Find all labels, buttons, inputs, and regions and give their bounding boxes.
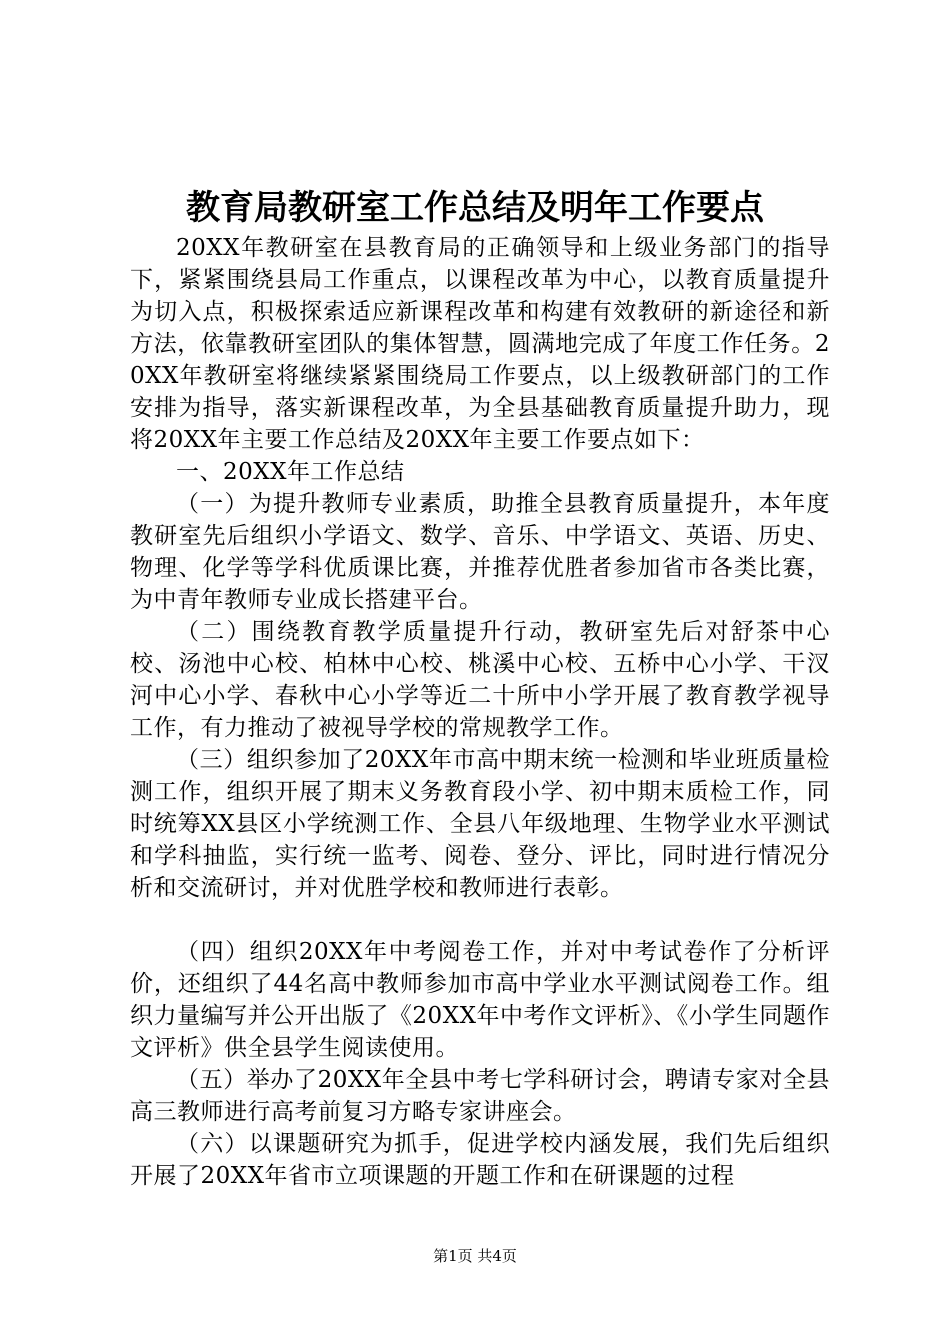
page-number-footer: 第1页 共4页 bbox=[433, 1247, 517, 1265]
section-heading: 一、20XX年工作总结 bbox=[176, 459, 405, 485]
document-body bbox=[130, 232, 830, 1192]
paragraph-item-1: （一）为提升教师专业素质，助推全县教育质量提升，本年度教研室先后组织小学语文、数学、音乐、中学语文、英语、历史、物理、化学等学科优质课比赛，并推荐优胜者参加省市各类比赛，为中青年教师专业成长搭建平台。 bbox=[130, 491, 830, 613]
paragraph-item-2: （二）围绕教育教学质量提升行动，教研室先后对舒茶中心校、汤池中心校、柏林中心校、桃溪中心校、五桥中心小学、干汊河中心小学、春秋中心小学等近二十所中小学开展了教育教学视导工作，有力推动了被视导学校的常规教学工作。 bbox=[130, 619, 830, 741]
paragraph-item-4: （四）组织20XX年中考阅卷工作，并对中考试卷作了分析评价，还组织了44名高中教师参加市高中学业水平测试阅卷工作。组织力量编写并公开出版了《20XX年中考作文评析》、《小学生同题作文评析》供全县学生阅读使用。 bbox=[130, 939, 830, 1061]
paragraph-item-6: （六）以课题研究为抓手，促进学校内涵发展，我们先后组织开展了20XX年省市立项课题的开题工作和在研课题的过程 bbox=[130, 1131, 830, 1189]
document-title: 教育局教研室工作总结及明年工作要点 bbox=[186, 188, 764, 228]
paragraph-item-3: （三）组织参加了20XX年市高中期末统一检测和毕业班质量检测工作，组织开展了期末义务教育段小学、初中期末质检工作，同时统筹XX县区小学统测工作、全县八年级地理、生物学业水平测试和学科抽监，实行统一监考、阅卷、登分、评比，同时进行情况分析和交流研讨，并对优胜学校和教师进行表彰。 bbox=[130, 747, 830, 901]
paragraph-intro: 20XX年教研室在县教育局的正确领导和上级业务部门的指导下，紧紧围绕县局工作重点，以课程改革为中心，以教育质量提升为切入点，积极探索适应新课程改革和构建有效教研的新途径和新方法，依靠教研室团队的集体智慧，圆满地完成了年度工作任务。20XX年教研室将继续紧紧围绕局工作要点，以上级教研部门的工作安排为指导，落实新课程改革，为全县基础教育质量提升助力，现将20XX年主要工作总结及20XX年主要工作要点如下： bbox=[130, 235, 830, 453]
paragraph-item-5: （五）举办了20XX年全县中考七学科研讨会，聘请专家对全县高三教师进行高考前复习方略专家讲座会。 bbox=[130, 1067, 830, 1125]
